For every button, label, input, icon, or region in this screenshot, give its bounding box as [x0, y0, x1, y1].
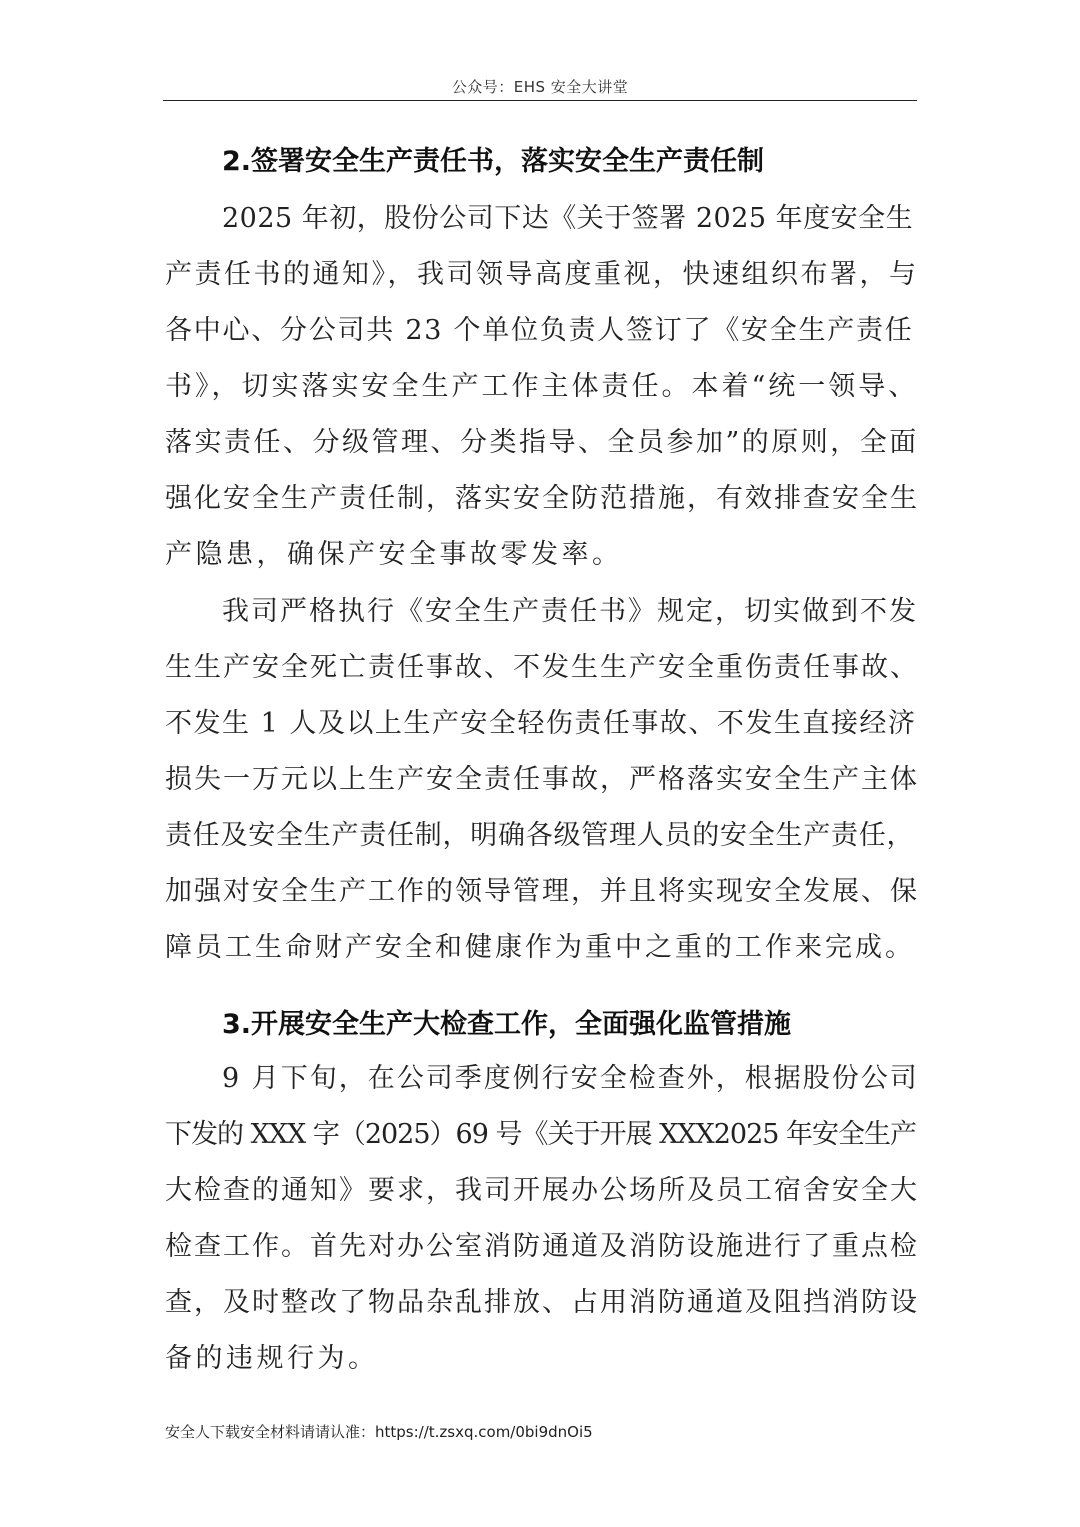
section-3-paragraph-1-line: 9 月下旬，在公司季度例行安全检查外，根据股份公司 — [222, 1063, 919, 1094]
section-2-paragraph-2-line: 不发生 1 人及以上生产安全轻伤责任事故、不发生直接经济 — [165, 708, 917, 739]
header-divider — [163, 100, 917, 101]
section-3-paragraph-1-line: 下发的 XXX 字（2025）69 号《关于开展 XXX2025 年安全生产 — [165, 1119, 917, 1150]
section-3-paragraph-1-line: 备的违规行为。 — [165, 1343, 379, 1374]
section-3-paragraph-1-line: 大检查的通知》要求，我司开展办公场所及员工宿舍安全大 — [165, 1175, 919, 1206]
section-2-paragraph-2-line: 生生产安全死亡责任事故、不发生生产安全重伤责任事故、 — [165, 652, 919, 683]
section-3-paragraph-1-line: 检查工作。首先对办公室消防通道及消防设施进行了重点检 — [165, 1231, 919, 1262]
section-2-paragraph-2-line: 加强对安全生产工作的领导管理，并且将实现安全发展、保 — [165, 876, 919, 907]
section-3-paragraph-1-line: 查，及时整改了物品杂乱排放、占用消防通道及阻挡消防设 — [165, 1287, 919, 1318]
section-2-paragraph-1-line: 各中心、分公司共 23 个单位负责人签订了《安全生产责任 — [165, 315, 914, 346]
section-2-paragraph-1-line: 2025 年初，股份公司下达《关于签署 2025 年度安全生 — [222, 203, 914, 234]
section-2-paragraph-1-line: 产隐患，确保产安全事故零发率。 — [165, 539, 623, 570]
footer-download-note: 安全人下载安全材料请请认准：https://t.zsxq.com/0bi9dnOi5 — [165, 1423, 593, 1441]
section-2-paragraph-1-line: 书》，切实落实安全生产工作主体责任。本着“统一领导、 — [165, 371, 919, 402]
section-2-paragraph-2-line: 责任及安全生产责任制，明确各级管理人员的安全生产责任， — [165, 820, 915, 851]
section-2-heading: 2.签署安全生产责任书，落实安全生产责任制 — [222, 146, 765, 177]
section-2-paragraph-2-line: 损失一万元以上生产安全责任事故，严格落实安全生产主体 — [165, 764, 919, 795]
section-2-paragraph-2-line: 障员工生命财产安全和健康作为重中之重的工作来完成。 — [165, 932, 915, 963]
section-2-paragraph-1-line: 产责任书的通知》，我司领导高度重视，快速组织布署，与 — [165, 259, 919, 290]
section-2-paragraph-1-line: 落实责任、分级管理、分类指导、全员参加”的原则，全面 — [165, 427, 919, 458]
section-2-paragraph-1-line: 强化安全生产责任制，落实安全防范措施，有效排查安全生 — [165, 483, 919, 514]
section-3-heading: 3.开展安全生产大检查工作，全面强化监管措施 — [222, 1009, 792, 1040]
running-header: 公众号：EHS 安全大讲堂 — [451, 78, 629, 96]
section-2-paragraph-2-line: 我司严格执行《安全生产责任书》规定，切实做到不发 — [222, 596, 918, 627]
